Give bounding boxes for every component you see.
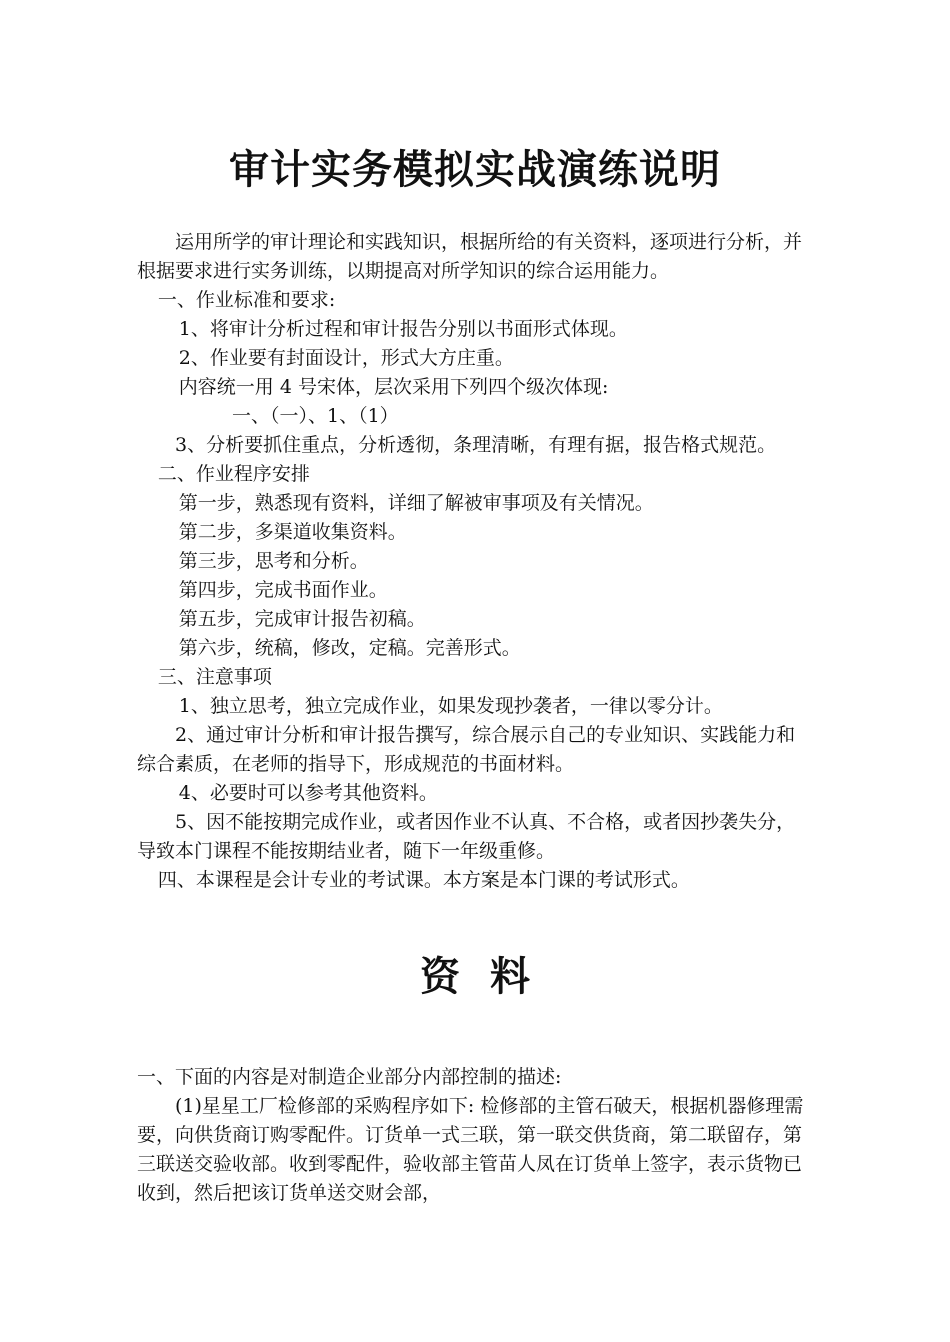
- section-4-text: 四、本课程是会计专业的考试课。本方案是本门课的考试形式。: [157, 869, 690, 891]
- section-1-heading: 一、作业标准和要求:: [157, 289, 336, 311]
- section-2-step: 第一步，熟悉现有资料，详细了解被审事项及有关情况。: [178, 492, 654, 514]
- section-2-step: 第四步，完成书面作业。: [178, 579, 388, 601]
- instructions-body: [137, 228, 813, 895]
- document-title: 审计实务模拟实战演练说明: [229, 147, 721, 193]
- section-3-item: 1、独立思考，独立完成作业，如果发现抄袭者，一律以零分计。: [178, 695, 723, 717]
- section-1-levels: 一、（一）、1、（1）: [232, 405, 399, 427]
- section-2-step: 第二步，多渠道收集资料。: [178, 521, 407, 543]
- section-3-item: 5、因不能按期完成作业，或者因作业不认真、不合格，或者因抄袭失分，导致本门课程不能按期结业者，随下一年级重修。: [137, 811, 796, 862]
- section-2-step: 第六步，统稿，修改，定稿。完善形式。: [178, 637, 521, 659]
- section-3-item: 2、通过审计分析和审计报告撰写，综合展示自己的专业知识、实践能力和综合素质，在老师的指导下，形成规范的书面材料。: [137, 724, 796, 775]
- materials-heading: 资料: [420, 954, 560, 1000]
- section-1-item-3: 3、分析要抓住重点，分析透彻，条理清晰，有理有据，报告格式规范。: [175, 434, 777, 456]
- material-question-1-heading: 一、下面的内容是对制造企业部分内部控制的描述:: [137, 1066, 562, 1088]
- material-question-1-text: (1)星星工厂检修部的采购程序如下: 检修部的主管石破天，根据机器修理需要，向供货商订购零配件。订货单一式三联，第一联交供货商，第二联留存，第三联送交验收部。收到零配件，验收部主管苗人凤在订货单上签字，表示货物已收到，然后把该订货单送交财会部，: [137, 1095, 804, 1204]
- section-1-item-1: 1、将审计分析过程和审计报告分别以书面形式体现。: [178, 318, 628, 340]
- section-3-item: 4、必要时可以参考其他资料。: [178, 782, 438, 804]
- section-1-item-2: 2、作业要有封面设计，形式大方庄重。: [178, 347, 514, 369]
- section-2-step: 第五步，完成审计报告初稿。: [178, 608, 426, 630]
- intro-paragraph: 运用所学的审计理论和实践知识，根据所给的有关资料，逐项进行分析，并根据要求进行实务训练，以期提高对所学知识的综合运用能力。: [137, 231, 803, 282]
- section-3-heading: 三、注意事项: [157, 666, 272, 688]
- section-1-item-2-note: 内容统一用 4 号宋体，层次采用下列四个级次体现:: [178, 376, 609, 398]
- section-2-heading: 二、作业程序安排: [157, 463, 310, 485]
- materials-body: [137, 1063, 813, 1208]
- section-2-step: 第三步，思考和分析。: [178, 550, 369, 572]
